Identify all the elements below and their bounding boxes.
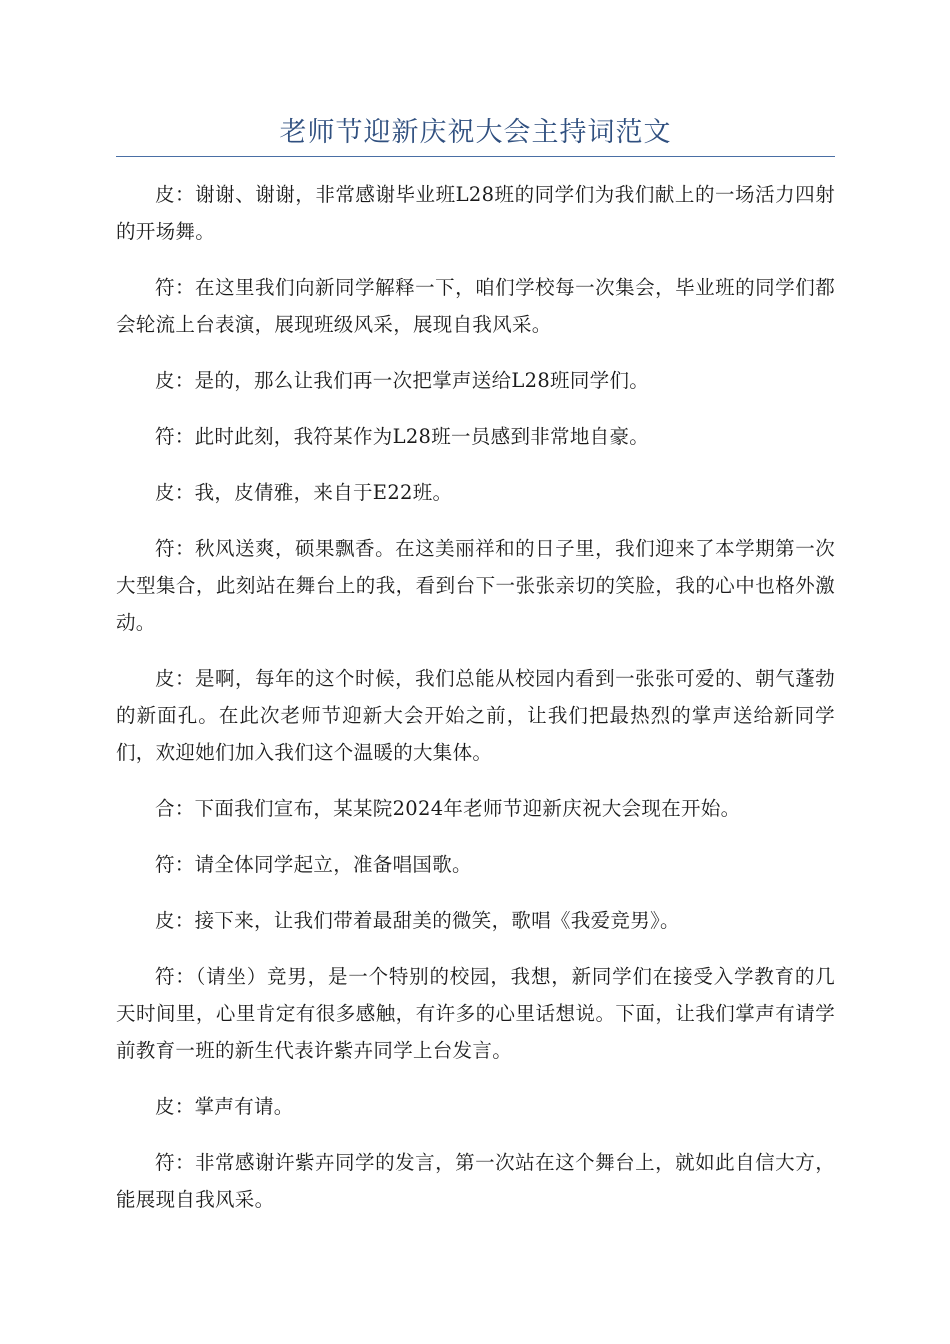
paragraph: 符：请全体同学起立，准备唱国歌。	[155, 853, 472, 876]
paragraph: 皮：是的，那么让我们再一次把掌声送给L28班同学们。	[155, 369, 650, 392]
paragraph: 皮：是啊，每年的这个时候，我们总能从校园内看到一张张可爱的、朝气蓬勃的新面孔。在此次老师节迎新大会开始之前，让我们把最热烈的掌声送给新同学们，欢迎她们加入我们这个温暖的大集体。	[116, 667, 835, 764]
document-title: 老师节迎新庆祝大会主持词范文	[279, 117, 672, 148]
paragraph: 符：秋风送爽，硕果飘香。在这美丽祥和的日子里，我们迎来了本学期第一次大型集合，此刻站在舞台上的我，看到台下一张张亲切的笑脸，我的心中也格外激动。	[116, 537, 835, 634]
paragraph: 符：非常感谢许紫卉同学的发言，第一次站在这个舞台上，就如此自信大方，能展现自我风采。	[116, 1151, 835, 1211]
paragraph: 符：此时此刻，我符某作为L28班一员感到非常地自豪。	[155, 425, 650, 448]
paragraph: 合：下面我们宣布，某某院2024年老师节迎新庆祝大会现在开始。	[155, 797, 741, 820]
paragraph: 皮：谢谢、谢谢，非常感谢毕业班L28班的同学们为我们献上的一场活力四射的开场舞。	[116, 183, 835, 243]
document-body	[116, 176, 835, 1237]
paragraph: 皮：掌声有请。	[155, 1095, 294, 1118]
paragraph: 符：（请坐）竞男，是一个特别的校园，我想，新同学们在接受入学教育的几天时间里，心里肯定有很多感触，有许多的心里话想说。下面，让我们掌声有请学前教育一班的新生代表许紫卉同学上台发言。	[116, 965, 835, 1062]
paragraph: 符：在这里我们向新同学解释一下，咱们学校每一次集会，毕业班的同学们都会轮流上台表演，展现班级风采，展现自我风采。	[116, 276, 835, 336]
paragraph: 皮：接下来，让我们带着最甜美的微笑，歌唱《我爱竞男》。	[155, 909, 680, 932]
paragraph: 皮：我，皮倩雅，来自于E22班。	[155, 481, 453, 504]
title-block	[116, 112, 835, 157]
